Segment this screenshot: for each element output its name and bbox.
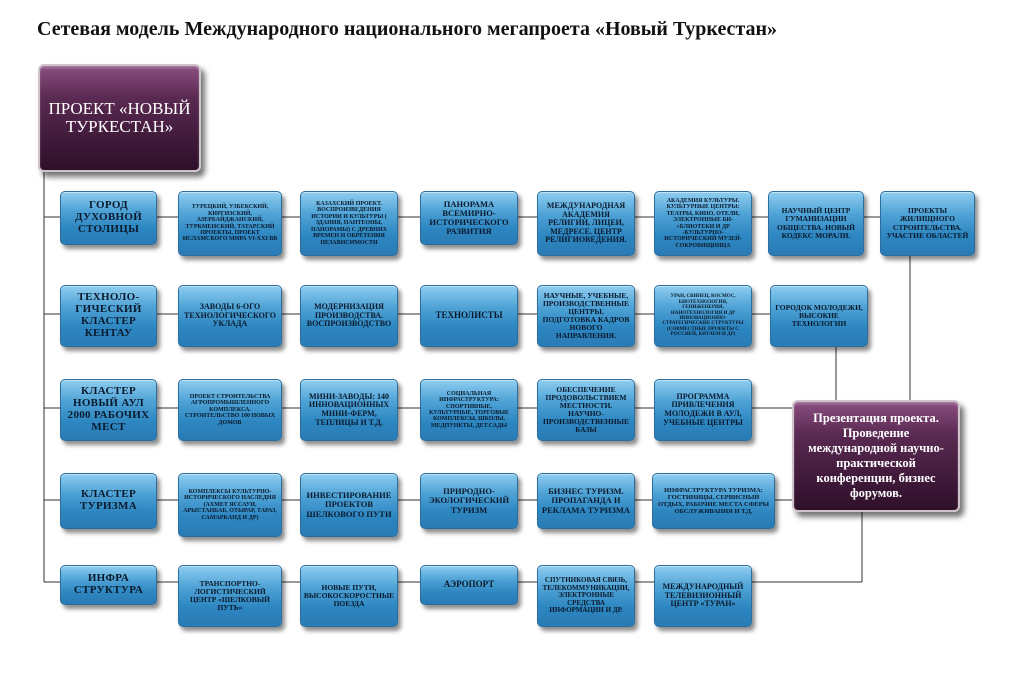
node-r3-c6: ПРОГРАММА ПРИВЛЕЧЕНИЯ МОЛОДЕЖИ В АУЛ, УЧЕБНЫЕ ЦЕНТРЫ — [654, 379, 752, 441]
node-r1-c1: ГОРОД ДУХОВНОЙ СТОЛИЦЫ — [60, 191, 157, 245]
node-r2-c7: ГОРОДОК МОЛОДЕЖИ, ВЫСОКИЕ ТЕХНОЛОГИИ — [770, 285, 868, 347]
node-r1-c5: МЕЖДУНАРОДНАЯ АКАДЕМИЯ РЕЛИГИИ, ЛИЦЕИ, МЕДРЕСЕ. ЦЕНТР РЕЛИГИОВЕДЕНИЯ. — [537, 191, 635, 256]
node-r1-c7: НАУЧНЫЙ ЦЕНТР ГУМАНИЗАЦИИ ОБЩЕСТВА. НОВЫЙ КОДЕКС МОРАЛИ. — [768, 191, 864, 256]
node-r2-c5: НАУЧНЫЕ, УЧЕБНЫЕ, ПРОИЗВОДСТВЕННЫЕ ЦЕНТРЫ. ПОДГОТОВКА КАДРОВ НОВОГО НАПРАВЛЕНИЯ. — [537, 285, 635, 347]
node-r5-c6: МЕЖДУНАРОДНЫЙ ТЕЛЕВИЗИОННЫЙ ЦЕНТР «ТУРАН» — [654, 565, 752, 627]
node-r4-c3: ИНВЕСТИРОВАНИЕ ПРОЕКТОВ ШЕЛКОВОГО ПУТИ — [300, 473, 398, 537]
project-new-turkestan-box: ПРОЕКТ «НОВЫЙ ТУРКЕСТАН» — [38, 64, 201, 172]
node-r3-c1: КЛАСТЕР НОВЫЙ АУЛ 2000 РАБОЧИХ МЕСТ — [60, 379, 157, 441]
node-r4-c2: КОМПЛЕКСЫ КУЛЬТУРНО-ИСТОРИЧЕСКОГО НАСЛЕДИЯ (АХМЕТ ЯССАУИ, АРЫСТАНБАБ, ОТЫРАР, ТАРАЗ, САМАРКАНД И ДР) — [178, 473, 282, 537]
node-r1-c2: ТУРЕЦКИЙ, УЗБЕКСКИЙ, КИРГИЗСКИЙ, АЗЕРБАЙДЖАНСКИЙ, ТУРКМЕНСКИЙ, ТАТАРСКИЙ ПРОЕКТЫ, ПРОЕКТ ИСЛАМСКОГО МИРА VI-XXI ВВ — [178, 191, 282, 256]
node-r4-c5: БИЗНЕС ТУРИЗМ. ПРОПАГАНДА И РЕКЛАМА ТУРИЗМА — [537, 473, 635, 529]
node-r3-c4: СОЦИАЛЬНАЯ ИНФРАСТРУКТУРА: СПОРТИВНЫЕ, КУЛЬТУРНЫЕ, ТОРГОВЫЕ КОМПЛЕКСЫ, ШКОЛЫ, МЕДПУНКТЫ, ДЕТ.САДЫ — [420, 379, 518, 441]
node-r5-c3: НОВЫЕ ПУТИ, ВЫСОКОСКОРОСТНЫЕ ПОЕЗДА — [300, 565, 398, 627]
node-r1-c8: ПРОЕКТЫ ЖИЛИЩНОГО СТРОИТЕЛЬСТВА. УЧАСТИЕ ОБЛАСТЕЙ — [880, 191, 975, 256]
node-r5-c2: ТРАНСПОРТНО-ЛОГИСТИЧЕСКИЙ ЦЕНТР «ШЕЛКОВЫЙ ПУТЬ» — [178, 565, 282, 627]
node-r1-c4: ПАНОРАМА ВСЕМИРНО-ИСТОРИЧЕСКОГО РАЗВИТИЯ — [420, 191, 518, 245]
node-r2-c3: МОДЕРНИЗАЦИЯ ПРОИЗВОДСТВА. ВОСПРОИЗВОДСТВО — [300, 285, 398, 347]
node-r2-c2: ЗАВОДЫ 6-ОГО ТЕХНОЛОГИЧЕСКОГО УКЛАДА — [178, 285, 282, 347]
node-r4-c1: КЛАСТЕР ТУРИЗМА — [60, 473, 157, 529]
node-r1-c3: КАЗАХСКИЙ ПРОЕКТ. ВОСПРОИЗВЕДЕНИЯ ИСТОРИИ И КУЛЬТУРЫ ( ЗДАНИЯ, ПАНТЕОНЫ, ПАНОРАМЫ) С ДРЕВНИХ ВРЕМЕН И ОБРЕТЕНИЯ НЕЗАВИСИМОСТИ — [300, 191, 398, 256]
node-r4-c4: ПРИРОДНО-ЭКОЛОГИЧЕСКИЙ ТУРИЗМ — [420, 473, 518, 529]
node-r2-c6: УРАН, СВИНЕЦ, КОСМОС, БИОТЕХНОЛОГИЯ, ГЕНИЖЕНЕРИЯ, НАНОТЕХНОЛОГИЯ И ДР ИННОВАЦИОННО-СТРАТЕГИЧЕСКИЕ СТРУКТУРЫ (СОВМЕСТНЫЕ ПРОЕКТЫ С РОССИЕЙ, КИТАЕМ И ДР) — [654, 285, 752, 347]
node-r4-c6: ИНФРАСТРУКТУРА ТУРИЗМА: ГОСТИНИЦЫ, СЕРВИСНЫЙ ОТДЫХ, РАБОЧИЕ МЕСТА СФЕРЫ ОБСЛУЖИВАНИЯ И Т.Д. — [652, 473, 775, 529]
node-r5-c5: СПУТНИКОВАЯ СВЯЗЬ, ТЕЛЕКОММУНИКАЦИИ, ЭЛЕКТРОННЫЕ СРЕДСТВА ИНФОРМАЦИИ И ДР. — [537, 565, 635, 627]
node-r3-c2: ПРОЕКТ СТРОИТЕЛЬСТВА АГРОПРОМЫШЛЕННОГО КОМПЛЕКСА. СТРОИТЕЛЬСТВО 100 НОВЫХ ДОМОВ — [178, 379, 282, 441]
node-r3-c5: ОБЕСПЕЧЕНИЕ ПРОДОВОЛЬСТВИЕМ МЕСТНОСТИ. НАУЧНО-ПРОИЗВОДСТВЕННЫЕ БАЗЫ — [537, 379, 635, 441]
node-r2-c1: ТЕХНОЛО-ГИЧЕСКИЙ КЛАСТЕР КЕНТАУ — [60, 285, 157, 347]
presentation-box: Презентация проекта. Проведение международной научно-практической конференции, бизнес форумов. — [792, 400, 960, 512]
node-r5-c1: ИНФРА СТРУКТУРА — [60, 565, 157, 605]
node-r3-c3: МИНИ-ЗАВОДЫ: 140 ИННОВАЦИОННЫХ МИНИ-ФЕРМ, ТЕПЛИЦЫ И Т.Д. — [300, 379, 398, 441]
node-r5-c4: АЭРОПОРТ — [420, 565, 518, 605]
node-r2-c4: ТЕХНОЛИСТЫ — [420, 285, 518, 347]
page-title: Сетевая модель Международного национального мегапроета «Новый Туркестан» — [37, 18, 778, 40]
node-r1-c6: АКАДЕМИЯ КУЛЬТУРЫ. КУЛЬТУРНЫЕ ЦЕНТРЫ: ТЕАТРЫ, КИНО, ОТЕЛИ, ЭЛЕКТРОННЫЕ БИ-+БЛИОТЕКИ И ДР -КУЛЬТУРНО-ИСТОРИЧЕСКИЙ МУЗЕЙ-СОКРОВИЩНИЦА — [654, 191, 752, 256]
